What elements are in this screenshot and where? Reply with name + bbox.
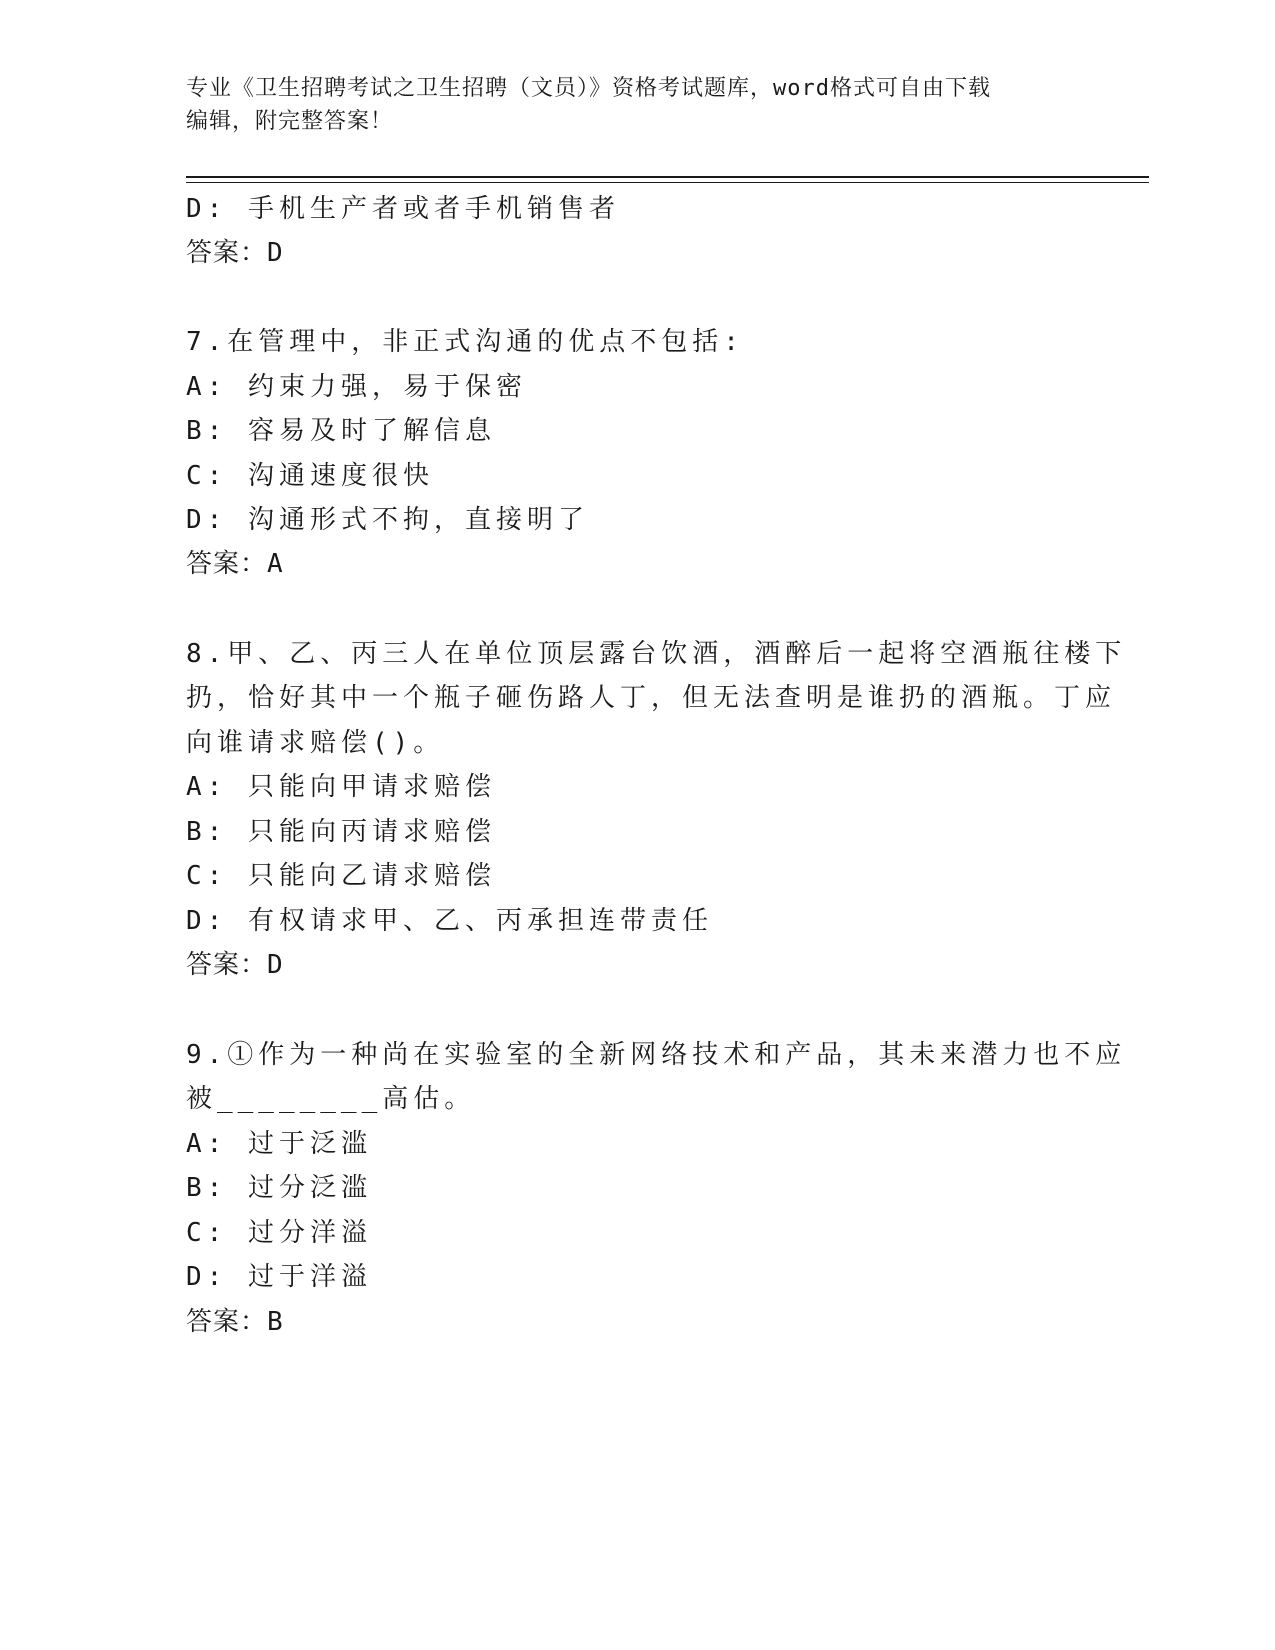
header-line-1: 专业《卫生招聘考试之卫生招聘（文员）》资格考试题库，word格式可自由下载 xyxy=(186,76,991,101)
q9-option-d: D: 过于洋溢 xyxy=(186,1262,372,1292)
prev-answer: 答案：D xyxy=(186,238,284,268)
q8-stem-line-2: 扔，恰好其中一个瓶子砸伤路人丁，但无法查明是谁扔的酒瓶。丁应 xyxy=(186,683,1117,713)
q7-stem: 7.在管理中，非正式沟通的优点不包括: xyxy=(186,327,744,357)
q9-option-c: C: 过分洋溢 xyxy=(186,1218,372,1248)
document-header xyxy=(186,72,1066,138)
header-rule-thin xyxy=(186,182,1149,183)
q8-option-a: A: 只能向甲请求赔偿 xyxy=(186,772,496,802)
q8-answer: 答案：D xyxy=(186,950,284,980)
q8-option-c: C: 只能向乙请求赔偿 xyxy=(186,861,496,891)
q9-answer: 答案：B xyxy=(186,1307,284,1337)
q9-stem-line-2: 被________高估。 xyxy=(186,1084,476,1114)
header-rule-thick xyxy=(186,176,1149,178)
q7-option-c: C: 沟通速度很快 xyxy=(186,461,434,491)
q9-stem-line-1: 9.①作为一种尚在实验室的全新网络技术和产品，其未来潜力也不应 xyxy=(186,1040,1127,1070)
q9-option-a: A: 过于泛滥 xyxy=(186,1129,372,1159)
q7-option-a: A: 约束力强，易于保密 xyxy=(186,372,527,402)
q8-stem-line-3: 向谁请求赔偿()。 xyxy=(186,728,445,758)
q8-stem-line-1: 8.甲、乙、丙三人在单位顶层露台饮酒，酒醉后一起将空酒瓶往楼下 xyxy=(186,639,1127,669)
q7-option-b: B: 容易及时了解信息 xyxy=(186,416,496,446)
q7-answer: 答案：A xyxy=(186,549,284,579)
q9-option-b: B: 过分泛滥 xyxy=(186,1173,372,1203)
header-line-2: 编辑，附完整答案！ xyxy=(186,109,394,134)
q8-option-d: D: 有权请求甲、乙、丙承担连带责任 xyxy=(186,906,713,936)
q8-option-b: B: 只能向丙请求赔偿 xyxy=(186,817,496,847)
q7-option-d: D: 沟通形式不拘，直接明了 xyxy=(186,505,589,535)
prev-option-d: D: 手机生产者或者手机销售者 xyxy=(186,194,620,224)
